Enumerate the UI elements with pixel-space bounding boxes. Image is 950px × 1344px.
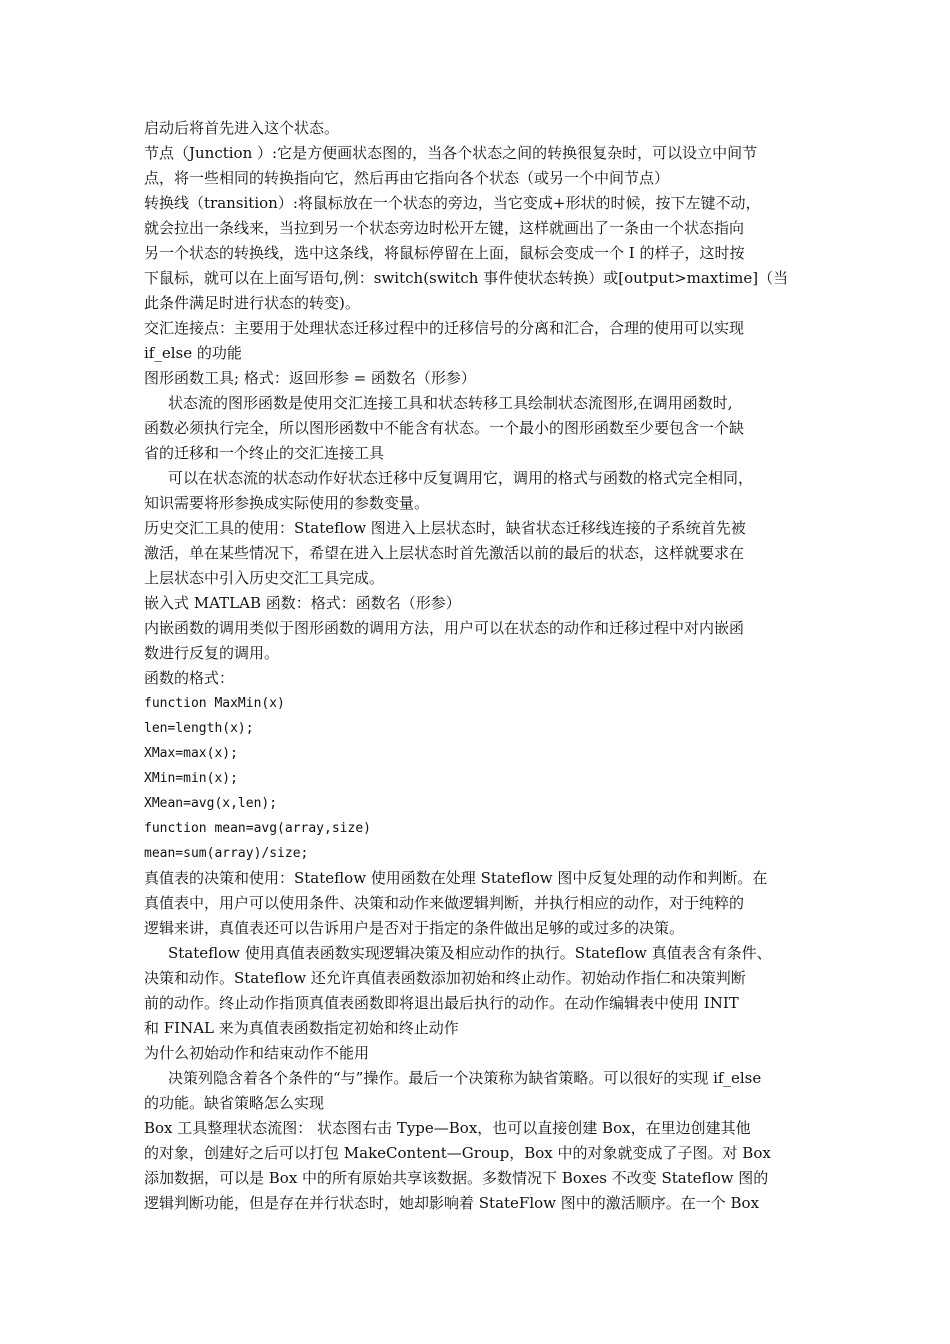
text-line: 添加数据，可以是 Box 中的所有原始共享该数据。多数情况下 Boxes 不改变 Stateflow 图的: [144, 1169, 769, 1187]
text-line: 决策和动作。Stateflow 还允许真值表函数添加初始和终止动作。初始动作指仁和决策判断: [144, 969, 746, 987]
text-line: 函数的格式：: [144, 669, 235, 687]
code-line: len=length(x);: [144, 721, 254, 736]
code-line: function mean=avg(array,size): [144, 821, 371, 836]
text-line: 的对象，创建好之后可以打包 MakeContent—Group，Box 中的对象就变成了子图。对 Box: [144, 1144, 771, 1162]
text-line: 嵌入式 MATLAB 函数：格式：函数名（形参）: [144, 594, 461, 612]
text-line: 逻辑判断功能，但是存在并行状态时，她却影响着 StateFlow 图中的激活顺序。在一个 Box: [144, 1194, 760, 1212]
text-line: 另一个状态的转换线，选中这条线，将鼠标停留在上面，鼠标会变成一个 I 的样子，这时按: [144, 244, 745, 262]
text-line: 为什么初始动作和结束动作不能用: [144, 1044, 370, 1062]
text-line: 逻辑来讲，真值表还可以告诉用户是否对于指定的条件做出足够的或过多的决策。: [144, 919, 685, 937]
text-line: 真值表中，用户可以使用条件、决策和动作来做逻辑判断，并执行相应的动作，对于纯粹的: [144, 894, 745, 912]
text-line: 的功能。缺省策略怎么实现: [144, 1094, 325, 1112]
text-line: 下鼠标，就可以在上面写语句,例：switch(switch 事件使状态转换）或[output>maxtime]（当: [144, 269, 789, 287]
text-line: 启动后将首先进入这个状态。: [144, 119, 340, 137]
text-line: 激活，单在某些情况下，希望在进入上层状态时首先激活以前的最后的状态，这样就要求在: [144, 544, 745, 562]
code-line: function MaxMin(x): [144, 696, 285, 711]
text-line: 此条件满足时进行状态的转变)。: [144, 294, 360, 312]
text-line: 上层状态中引入历史交汇工具完成。: [144, 569, 385, 587]
text-line: 图形函数工具; 格式：返回形参 = 函数名（形参）: [144, 369, 476, 387]
text-line: 节点（Junction ）:它是方便画状态图的，当各个状态之间的转换很复杂时，可以设立中间节: [144, 144, 758, 162]
text-line: 状态流的图形函数是使用交汇连接工具和状态转移工具绘制状态流图形,在调用函数时,: [168, 394, 733, 412]
text-line: 交汇连接点：主要用于处理状态迁移过程中的迁移信号的分离和汇合，合理的使用可以实现: [144, 319, 745, 337]
code-line: XMean=avg(x,len);: [144, 796, 278, 811]
text-line: 可以在状态流的状态动作好状态迁移中反复调用它，调用的格式与函数的格式完全相同，: [168, 469, 754, 487]
code-line: mean=sum(array)/size;: [144, 846, 309, 861]
text-line: 知识需要将形参换成实际使用的参数变量。: [144, 494, 430, 512]
text-line: 函数必须执行完全，所以图形函数中不能含有状态。一个最小的图形函数至少要包含一个缺: [144, 419, 745, 437]
text-line: 内嵌函数的调用类似于图形函数的调用方法，用户可以在状态的动作和迁移过程中对内嵌函: [144, 619, 745, 637]
text-line: 真值表的决策和使用：Stateflow 使用函数在处理 Stateflow 图中反复处理的动作和判断。在: [144, 869, 768, 887]
text-line: 前的动作。终止动作指顶真值表函数即将退出最后执行的动作。在动作编辑表中使用 INIT: [144, 994, 739, 1012]
text-line: 省的迁移和一个终止的交汇连接工具: [144, 444, 385, 462]
code-line: XMin=min(x);: [144, 771, 238, 786]
text-line: if_else 的功能: [144, 344, 242, 362]
text-line: 决策列隐含着各个条件的“与”操作。最后一个决策称为缺省策略。可以很好的实现 if_else: [168, 1069, 762, 1087]
text-line: 点，将一些相同的转换指向它，然后再由它指向各个状态（或另一个中间节点）: [144, 169, 670, 187]
text-line: Stateflow 使用真值表函数实现逻辑决策及相应动作的执行。Stateflow 真值表含有条件、: [168, 944, 772, 962]
document-body: [144, 116, 808, 1216]
text-line: 和 FINAL 来为真值表函数指定初始和终止动作: [144, 1019, 459, 1037]
code-line: XMax=max(x);: [144, 746, 238, 761]
text-line: 历史交汇工具的使用：Stateflow 图进入上层状态时，缺省状态迁移线连接的子系统首先被: [144, 519, 746, 537]
text-line: 转换线（transition）:将鼠标放在一个状态的旁边，当它变成+形状的时候，按下左键不动，: [144, 194, 761, 212]
text-line: 数进行反复的调用。: [144, 644, 280, 662]
text-line: 就会拉出一条线来，当拉到另一个状态旁边时松开左键，这样就画出了一条由一个状态指向: [144, 219, 745, 237]
text-line: Box 工具整理状态流图： 状态图右击 Type—Box，也可以直接创建 Box，在里边创建其他: [144, 1119, 751, 1137]
